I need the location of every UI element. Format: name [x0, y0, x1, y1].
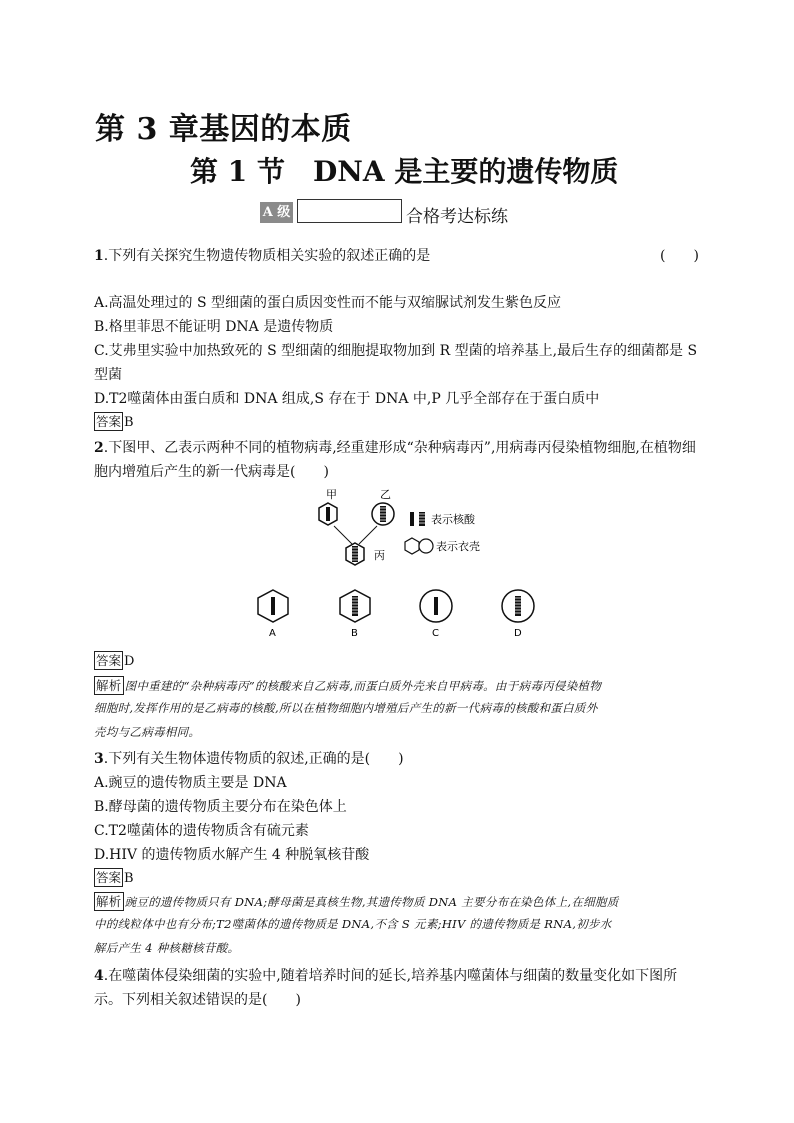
question-3-stem: [94, 748, 404, 768]
explanation-line-2: 中的线粒体中也有分布;T2噬菌体的遗传物质是 DNA,不含 S 元素;HIV 的遗传物质是 RNA,初步水: [94, 917, 612, 931]
option-d-label: D: [514, 628, 522, 639]
explanation-line-3: 壳均与乙病毒相同。: [94, 725, 201, 739]
legend-shell: [405, 538, 480, 554]
answer-row: [94, 651, 134, 670]
question-1-stem: [94, 245, 430, 265]
option-a: A.高温处理过的 S 型细菌的蛋白质因变性而不能与双缩脲试剂发生紫色反应: [94, 295, 562, 311]
virus-jia: [319, 503, 337, 525]
explanation-line-2: 细胞时,发挥作用的是乙病毒的核酸,所以在植物细胞内增殖后产生的新一代病毒的核酸和蛋白质外: [94, 701, 598, 715]
option-b-label: B: [351, 628, 358, 639]
explanation-tag: 解析: [96, 678, 122, 693]
explanation-line-1: [94, 892, 619, 911]
question-text: .在噬菌体侵染细菌的实验中,随着培养时间的延长,培养基内噬菌体与细菌的数量变化如下图所: [103, 968, 678, 984]
option-c-label: C: [432, 628, 439, 639]
option-a-label: A: [269, 628, 276, 639]
question-number: 1: [94, 248, 104, 264]
question-number: 3: [94, 751, 104, 767]
question-text: .下列有关探究生物遗传物质相关实验的叙述正确的是: [103, 248, 431, 264]
answer-row: [94, 868, 134, 887]
question-4-stem-line2: 示。下列相关叙述错误的是( ): [94, 992, 301, 1008]
answer-row: [94, 412, 134, 431]
virus-bing: [346, 543, 364, 565]
option-c: C.艾弗里实验中加热致死的 S 型细菌的细胞提取物加到 R 型菌的培养基上,最后生存的细菌都是 S: [94, 343, 698, 359]
question-number: 4: [94, 968, 104, 984]
level-label: 合格考达标练: [406, 207, 508, 227]
answer-value: D: [124, 654, 135, 669]
answer-tag: 答案: [96, 870, 122, 885]
option-c: C.T2噬菌体的遗传物质含有硫元素: [94, 823, 309, 839]
explanation-line-3: 解后产生 4 种核糖核苷酸。: [94, 941, 240, 955]
virus-yi: [372, 503, 394, 525]
answer-blank: ( ): [660, 248, 699, 264]
explanation-tag: 解析: [96, 894, 122, 909]
option-d: D.T2噬菌体由蛋白质和 DNA 组成,S 存在于 DNA 中,P 几乎全部存在于蛋白质中: [94, 391, 600, 407]
explanation-line-1: [94, 676, 601, 695]
label-jia: 甲: [326, 488, 337, 501]
explanation-text: 图中重建的“杂种病毒丙”的核酸来自乙病毒,而蛋白质外壳来自甲病毒。由于病毒丙侵染植物: [124, 679, 602, 693]
question-number: 2: [94, 440, 104, 456]
legend-shell-label: 表示衣壳: [436, 540, 480, 553]
legend-acid: [410, 512, 476, 526]
chapter-title: 第 3 章基因的本质: [95, 112, 352, 147]
legend-acid-label: 表示核酸: [431, 513, 475, 526]
answer-value: B: [124, 415, 134, 430]
answer-tag: 答案: [96, 653, 122, 668]
virus-figure: [240, 484, 560, 644]
question-4-stem: [94, 965, 677, 985]
section-title: 第 1 节 DNA 是主要的遗传物质: [190, 155, 619, 188]
option-c-virus: [420, 590, 452, 622]
label-yi: 乙: [380, 488, 391, 501]
level-badge: A 级: [260, 202, 293, 223]
question-2-stem: [94, 437, 696, 457]
label-bing: 丙: [374, 549, 385, 562]
option-a-virus: [258, 590, 288, 622]
question-2-stem-line2: 胞内增殖后产生的新一代病毒是( ): [94, 464, 329, 480]
option-a: A.豌豆的遗传物质主要是 DNA: [94, 775, 287, 791]
option-b: B.格里菲思不能证明 DNA 是遗传物质: [94, 319, 334, 335]
option-c-continued: 型菌: [94, 367, 122, 383]
option-b: B.酵母菌的遗传物质主要分布在染色体上: [94, 799, 347, 815]
answer-tag: 答案: [96, 414, 122, 429]
level-blank-box: [297, 199, 402, 223]
question-text: .下列有关生物体遗传物质的叙述,正确的是( ): [103, 751, 404, 767]
option-b-virus: [340, 590, 370, 622]
explanation-text: 豌豆的遗传物质只有 DNA;酵母菌是真核生物,其遗传物质 DNA 主要分布在染色体上,在细胞质: [124, 895, 619, 909]
question-text: .下图甲、乙表示两种不同的植物病毒,经重建形成“杂种病毒丙”,用病毒丙侵染植物细胞,在植物细: [103, 440, 696, 456]
option-d-virus: [502, 590, 534, 622]
option-d: D.HIV 的遗传物质水解产生 4 种脱氧核苷酸: [94, 847, 370, 863]
answer-value: B: [124, 871, 134, 886]
